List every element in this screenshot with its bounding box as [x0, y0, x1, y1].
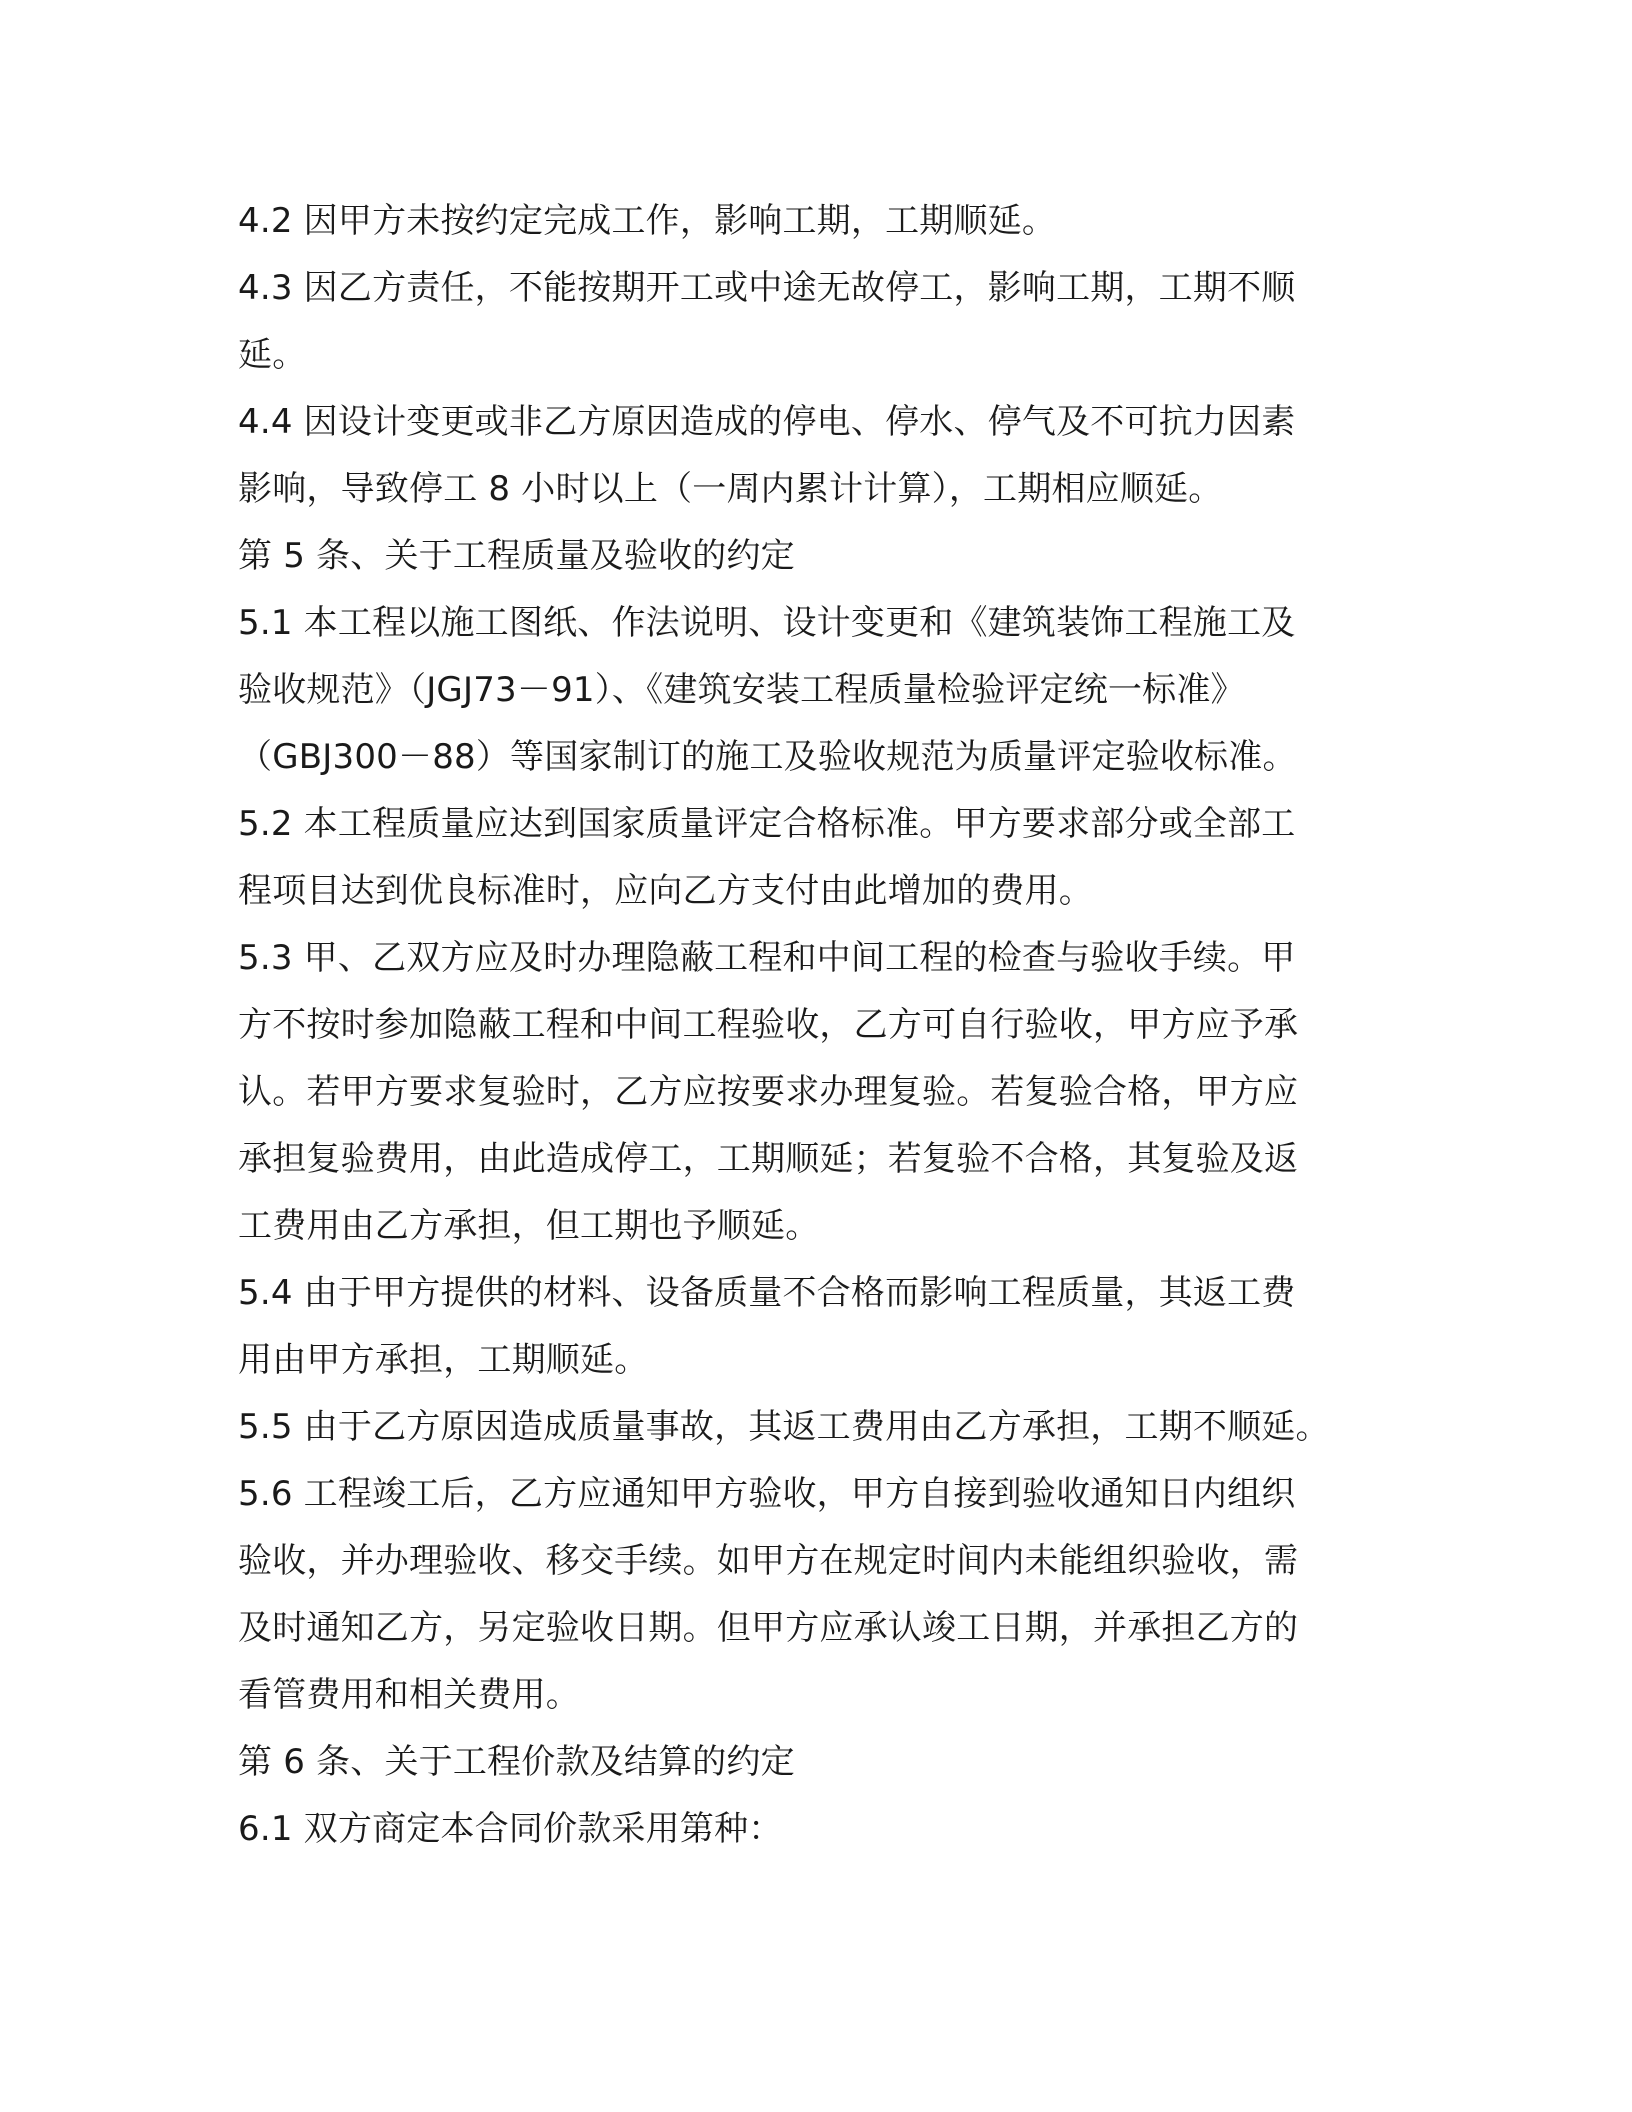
text-line: 工费用由乙方承担，但工期也予顺延。 [238, 1206, 820, 1246]
text-line: 方不按时参加隐蔽工程和中间工程验收，乙方可自行验收，甲方应予承 [238, 1005, 1299, 1045]
text-line: 5.3 甲、乙双方应及时办理隐蔽工程和中间工程的检查与验收手续。甲 [238, 938, 1296, 978]
text-line: 4.3 因乙方责任，不能按期开工或中途无故停工，影响工期，工期不顺 [238, 268, 1296, 308]
text-line: 6.1 双方商定本合同价款采用第种： [238, 1809, 783, 1849]
text-line: 5.2 本工程质量应达到国家质量评定合格标准。甲方要求部分或全部工 [238, 804, 1296, 844]
text-line: （GBJ300－88）等国家制订的施工及验收规范为质量评定验收标准。 [238, 737, 1297, 777]
text-line: 5.5 由于乙方原因造成质量事故，其返工费用由乙方承担，工期不顺延。 [238, 1407, 1330, 1447]
text-line: 影响，导致停工 8 小时以上（一周内累计计算），工期相应顺延。 [238, 469, 1223, 509]
text-line: 延。 [238, 335, 307, 375]
text-line: 承担复验费用，由此造成停工，工期顺延；若复验不合格，其复验及返 [238, 1139, 1299, 1179]
text-line: 认。若甲方要求复验时，乙方应按要求办理复验。若复验合格，甲方应 [238, 1072, 1299, 1112]
document-body [238, 188, 1394, 1863]
text-line: 验收，并办理验收、移交手续。如甲方在规定时间内未能组织验收，需 [238, 1541, 1299, 1581]
section-heading: 第 6 条、关于工程价款及结算的约定 [238, 1742, 795, 1782]
text-line: 验收规范》（JGJ73－91）、《建筑安装工程质量检验评定统一标准》 [238, 670, 1245, 710]
text-line: 程项目达到优良标准时，应向乙方支付由此增加的费用。 [238, 871, 1093, 911]
section-heading: 第 5 条、关于工程质量及验收的约定 [238, 536, 795, 576]
text-line: 5.1 本工程以施工图纸、作法说明、设计变更和《建筑装饰工程施工及 [238, 603, 1296, 643]
text-line: 看管费用和相关费用。 [238, 1675, 580, 1715]
text-line: 5.4 由于甲方提供的材料、设备质量不合格而影响工程质量，其返工费 [238, 1273, 1296, 1313]
text-line: 4.4 因设计变更或非乙方原因造成的停电、停水、停气及不可抗力因素 [238, 402, 1296, 442]
text-line: 及时通知乙方，另定验收日期。但甲方应承认竣工日期，并承担乙方的 [238, 1608, 1299, 1648]
text-line: 5.6 工程竣工后，乙方应通知甲方验收，甲方自接到验收通知日内组织 [238, 1474, 1296, 1514]
text-line: 用由甲方承担，工期顺延。 [238, 1340, 649, 1380]
text-line: 4.2 因甲方未按约定完成工作，影响工期，工期顺延。 [238, 201, 1057, 241]
